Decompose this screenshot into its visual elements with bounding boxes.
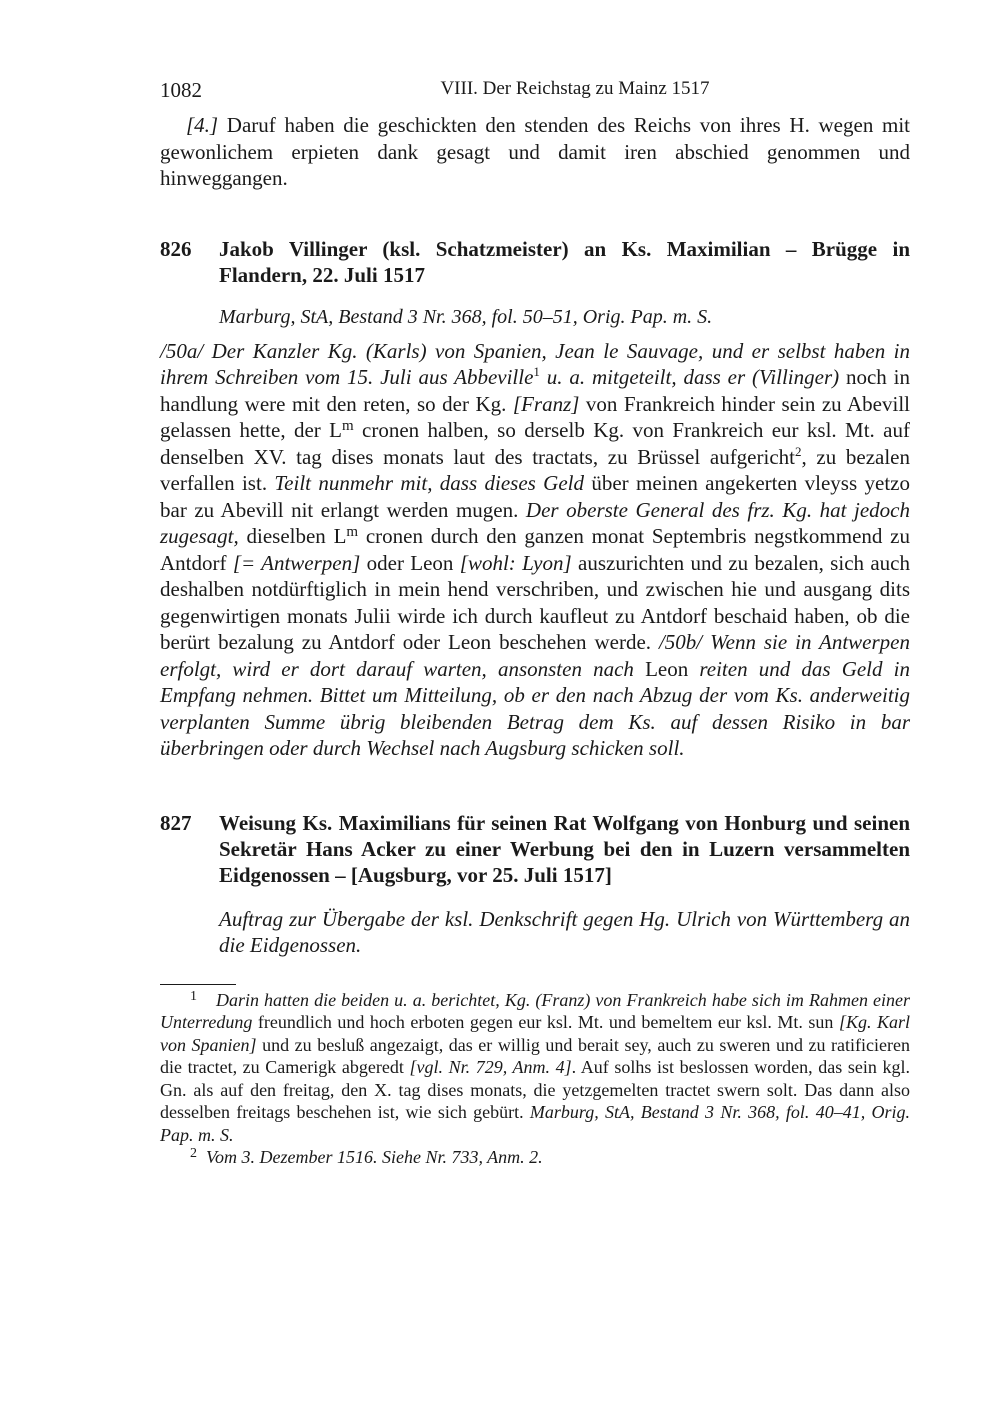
- editorial-note: [Franz]: [512, 391, 580, 416]
- body-italic: reiten und das Geld in Empfang nehmen. Bittet um Mitteilung, ob er den nach Abzug der vom Ks. anderweitig verplanten Summe übrig bleibenden Betrag dem Ks. auf dessen Risiko in bar überbringen oder durch Wechsel nach Augsburg schicken soll.: [160, 656, 910, 760]
- editorial-note: [= Antwerpen]: [232, 550, 361, 575]
- body-text: oder Leon: [360, 550, 460, 575]
- running-title: VIII. Der Reichstag zu Mainz 1517: [440, 78, 710, 99]
- footnote-ref-1[interactable]: 1: [533, 364, 540, 379]
- body-italic: Teilt nunmehr mit, dass dieses Geld: [274, 471, 584, 495]
- footnote-italic: Vom 3. Dezember 1516. Siehe Nr. 733, Anm. 2.: [206, 1147, 543, 1167]
- footnote-italic: Darin hatten die beiden u. a. berichtet, Kg. (Franz) von Frankreich habe sich im Rahmen einer Unterredung: [160, 989, 910, 1032]
- entry-heading: [160, 810, 910, 888]
- body-text: noch in handlung were mit den reten, so der Kg.: [160, 365, 910, 416]
- intro-paragraph: [160, 112, 910, 192]
- entry-number: 827: [160, 810, 192, 835]
- footnote-1: 1 Darin hatten die beiden u. a. berichtet, Kg. (Franz) von Frankreich habe sich im Rahmen einer Unterredung freundlich und hoch erboten gegen eur ksl. Mt. und bemeltem eur ksl. Mt. sun [Kg. Karl von Spanien] und zu besluß angezaigt, das er willig und berait sey, auch zu sweren und zu ratificieren die tractet, zu Camerigk abgeredt [vgl. Nr. 729, Anm. 4]. Auf solhs ist beslossen worden, das sein kgl. Gn. als auf den freitag, den X. tag dises monats, die yetzgemelten tractet swern solt. Das dann also desselben freitags beschehen ist, wie sich gebürt. Marburg, StA, Bestand 3 Nr. 368, fol. 40–41, Orig. Pap. m. S.: [160, 988, 911, 1145]
- body-italic: /50a/ Der Kanzler Kg. (Karls) von Spanien, Jean le Sauvage, und er selbst haben in ihrem Schreiben vom 15. Juli aus Abbeville: [160, 338, 910, 389]
- document-page: [160, 78, 910, 1169]
- footnote-2: 2 Vom 3. Dezember 1516. Siehe Nr. 733, Anm. 2.: [190, 1146, 543, 1167]
- superscript-m: m: [346, 524, 359, 540]
- footnote-text: und zu besluß angezaigt, das er willig und berait sey, auch zu sweren und zu ratificieren die tractet, zu Camerigk abgeredt: [160, 1034, 911, 1077]
- body-text: über meinen angekerten vleyss yetzo bar zu Abevill nit erlangt werden mugen.: [160, 471, 910, 522]
- body-italic: u. a. mitgeteilt, dass er (Villinger): [539, 365, 840, 389]
- editorial-note: [wohl: Lyon]: [459, 550, 572, 575]
- entry-heading: [160, 236, 910, 288]
- footnote-divider: [160, 984, 236, 985]
- body-text: cronen halben, so derselb Kg. von Frankreich eur ksl. Mt. auf denselben XV. tag dises monats laut des tractats, zu Brüssel aufgericht: [160, 418, 911, 469]
- footnote-text: . Auf solhs ist beslossen worden, das sein kgl. Gn. als auf den freitag, den X. tag dises monats, die yetzgemelten tractet swern solt. Das dann also desselben freitags beschehen ist, wie sich gebürt.: [160, 1057, 911, 1122]
- section-marker: [4.]: [186, 113, 219, 137]
- footnote-italic: [vgl. Nr. 729, Anm. 4]: [409, 1057, 572, 1077]
- footnote-text: freundlich und hoch erboten gegen eur ksl. Mt. und bemeltem eur ksl. Mt. sun: [252, 1012, 839, 1032]
- entry-summary: Auftrag zur Übergabe der ksl. Denkschrift gegen Hg. Ulrich von Württemberg an die Eidgenossen.: [219, 906, 910, 957]
- entry-title: Weisung Ks. Maximilians für seinen Rat Wolfgang von Honburg und seinen Sekretär Hans Acker zu einer Werbung bei den in Luzern versammelten Eidgenossen – [Augsburg, vor 25. Juli 1517]: [219, 810, 910, 887]
- body-text: auszurichten und zu bezalen, sich auch deshalben notdürftiglich in mein hend verschriben, und zwischen hie und ausgang dits gegenwirtigen monats Julii wirde ich durch kaufleut zu Antdorf beschaid haben, ob die berürt bezalung zu Antdorf oder Leon beschehen werde.: [160, 550, 910, 654]
- footnotes: [160, 989, 910, 1169]
- page-number: 1082: [160, 78, 202, 102]
- body-italic: /50b/ Wenn sie in Antwerpen erfolgt, wird er dort darauf warten, ansonsten nach: [160, 630, 910, 681]
- superscript-m: m: [341, 418, 354, 434]
- entry-number: 826: [160, 236, 192, 261]
- footnote-italic: [Kg. Karl von Spanien]: [160, 1012, 910, 1055]
- entry-title: Jakob Villinger (ksl. Schatzmeister) an Ks. Maximilian – Brügge in Flandern, 22. Juli 1517: [219, 236, 910, 287]
- body-text: , zu bezalen verfallen ist.: [160, 444, 910, 495]
- entry-826: [160, 236, 910, 762]
- footnote-ref-2[interactable]: 2: [795, 443, 802, 459]
- body-text: von Frankreich hinder sein zu Abevill gelassen hette, der L: [160, 391, 910, 442]
- body-text: dieselben L: [238, 524, 347, 548]
- body-text: Leon: [633, 656, 700, 681]
- entry-body: [160, 338, 910, 762]
- entry-827: [160, 810, 910, 958]
- entry-source: Marburg, StA, Bestand 3 Nr. 368, fol. 50–51, Orig. Pap. m. S.: [219, 305, 713, 328]
- intro-text: Daruf haben die geschickten den stenden des Reichs von ihres H. wegen mit gewonlichem erpieten dank gesagt und damit iren abschied genommen und hinweggangen.: [160, 113, 910, 190]
- footnote-italic: Marburg, StA, Bestand 3 Nr. 368, fol. 40–41, Orig. Pap. m. S.: [160, 1102, 910, 1145]
- body-text: cronen durch den ganzen monat Septembris negstkommend zu Antdorf: [160, 524, 910, 575]
- page-header: [160, 78, 910, 112]
- body-italic: Der oberste General des frz. Kg. hat jedoch zugesagt,: [160, 497, 910, 548]
